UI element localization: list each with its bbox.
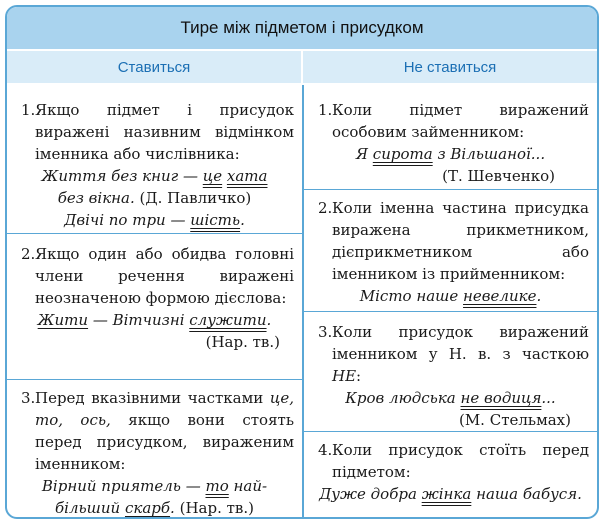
- rule-example: Вірний приятель — то най-: [41, 477, 268, 495]
- rules-table: [5, 5, 599, 519]
- rule-example: без вікна. (Д. Павличко): [57, 189, 252, 207]
- rule-source: (Т. Шевченко): [442, 167, 555, 185]
- rule-text: Коли присудок стоїть перед підметом:: [332, 441, 589, 481]
- rule-number: 2.: [318, 199, 333, 217]
- rule-example: Дуже добра жінка наша бабуся.: [319, 485, 582, 503]
- column-not-used: [302, 85, 597, 517]
- row-divider: [7, 379, 302, 380]
- rule-text: Перед вказівними частками це, то, ось, якщо вони стоять перед присудком, вираженим іменником:: [35, 389, 294, 473]
- rule-example: Жити — Вітчизні служити.: [37, 311, 272, 329]
- rule-example: Я сирота з Вільшаної...: [355, 145, 546, 163]
- left-rule-3: [15, 387, 294, 519]
- right-rule-1: [312, 99, 589, 187]
- left-rule-2: [15, 243, 294, 353]
- rule-text: Якщо підмет і присудок виражені називним відмінком іменника або числівника:: [35, 101, 294, 163]
- rule-number: 3.: [21, 389, 36, 407]
- right-rule-2: [312, 197, 589, 307]
- rule-example: більший скарб. (Нар. тв.): [55, 499, 254, 517]
- rule-text: Коли іменна частина присудка виражена прикметником, дієприкметником або іменником із прийменником:: [332, 199, 589, 283]
- rule-text: Якщо один або обидва головні члени речення виражені неозначеною формою дієслова:: [35, 245, 294, 307]
- row-divider: [304, 431, 597, 432]
- rule-number: 2.: [21, 245, 36, 263]
- rule-example: Життя без книг — це хата: [41, 167, 268, 185]
- rule-example: Кров людська не водиця...: [345, 389, 556, 407]
- rule-example: Місто наше невелике.: [359, 287, 542, 305]
- column-header-not-used: Не ставиться: [301, 51, 597, 83]
- rule-source: (М. Стельмах): [458, 411, 571, 429]
- rule-number: 4.: [318, 441, 333, 459]
- left-rule-1: [15, 99, 294, 231]
- column-used: [7, 85, 302, 517]
- column-headers: [7, 49, 597, 83]
- rule-number: 1.: [21, 101, 36, 119]
- right-rule-3: [312, 321, 589, 431]
- rule-text: Коли підмет виражений особовим займенником:: [332, 101, 589, 141]
- right-rule-4: [312, 439, 589, 505]
- rule-source: (Нар. тв.): [205, 333, 280, 351]
- row-divider: [304, 311, 597, 312]
- column-header-used: Ставиться: [117, 58, 191, 76]
- row-divider: [7, 233, 302, 234]
- rule-number: 3.: [318, 323, 333, 341]
- table-title: Тире між підметом і присудком: [7, 7, 597, 49]
- rule-number: 1.: [318, 101, 333, 119]
- rule-example: Двічі по три — шість.: [64, 211, 245, 229]
- rule-text: Коли присудок виражений іменником у Н. в. з часткою НЕ:: [332, 323, 589, 385]
- row-divider: [304, 189, 597, 190]
